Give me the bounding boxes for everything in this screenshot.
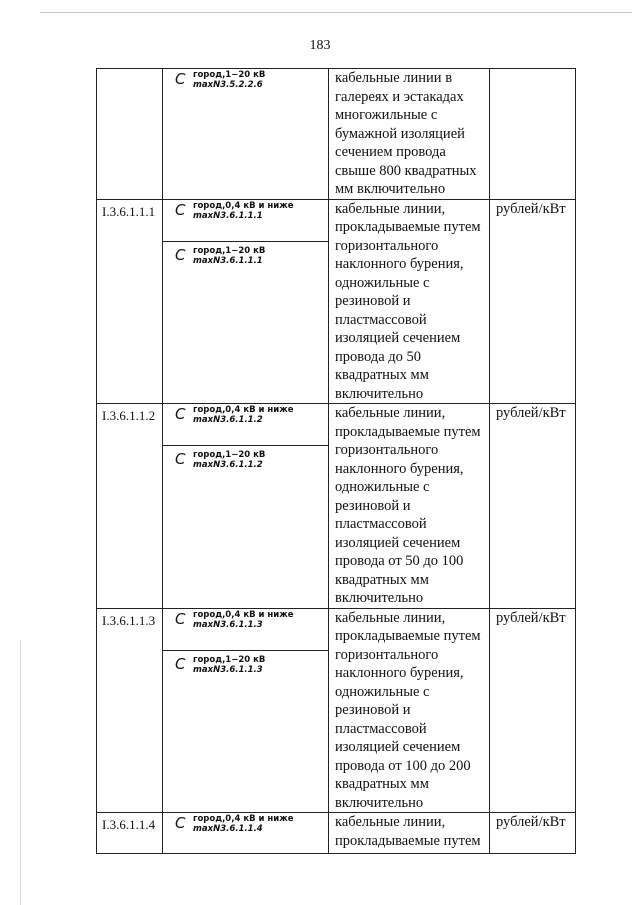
unit-cell (490, 199, 576, 404)
description-cell (329, 608, 490, 813)
formula-symbol: C (175, 245, 186, 264)
formula-symbol: C (175, 654, 186, 673)
row-code: I.3.6.1.1.1 (102, 203, 156, 219)
code-cell (97, 69, 163, 200)
table-row (97, 404, 576, 609)
row-description: кабельные линии, прокладываемые путем (335, 814, 481, 849)
page-edge-line (20, 640, 21, 905)
formula-superscript: город,0,4 кВ и ниже (193, 814, 294, 824)
row-unit: рублей/кВт (496, 200, 566, 217)
formula-symbol: C (175, 450, 186, 468)
formula-superscript: город,1−20 кВ (193, 654, 266, 665)
description-cell (329, 199, 490, 404)
row-unit: рублей/кВт (496, 609, 566, 626)
formula-subscript: maxN3.6.1.1.2 (193, 415, 263, 425)
unit-cell (490, 404, 576, 609)
formula (163, 69, 328, 90)
formula-symbol: C (175, 814, 186, 832)
row-unit: рублей/кВт (496, 405, 566, 421)
formula-symbol: C (175, 405, 186, 423)
table-row (97, 199, 576, 404)
code-cell (97, 404, 163, 609)
formula-subscript: maxN3.6.1.1.1 (193, 210, 263, 221)
formula-superscript: город,1−20 кВ (193, 70, 266, 80)
formula-subscript: maxN3.6.1.1.3 (193, 619, 263, 630)
code-cell (97, 813, 163, 854)
formula-cell (163, 813, 329, 854)
formula-symbol: C (175, 609, 186, 628)
formula-superscript: город,0,4 кВ и ниже (193, 200, 294, 211)
formula-subscript: maxN3.6.1.1.2 (193, 460, 263, 470)
description-cell (329, 813, 490, 854)
unit-cell (490, 608, 576, 813)
row-unit: рублей/кВт (496, 814, 566, 830)
unit-cell (490, 69, 576, 200)
formula (163, 813, 328, 834)
formula-subscript: maxN3.5.2.2.6 (193, 80, 263, 90)
formula-cell (163, 69, 329, 200)
code-cell (97, 608, 163, 813)
formula (163, 446, 328, 470)
description-cell (329, 69, 490, 200)
formula-cell (163, 199, 329, 404)
formula-cell (163, 404, 329, 609)
formula-superscript: город,0,4 кВ и ниже (193, 405, 294, 415)
formula (163, 651, 328, 675)
description-cell (329, 404, 490, 609)
formula-symbol: C (175, 200, 186, 219)
formula-symbol: C (175, 70, 186, 88)
formula-cell (163, 608, 329, 813)
table-row (97, 813, 576, 854)
formula-superscript: город,1−20 кВ (193, 450, 266, 460)
row-code: I.3.6.1.1.3 (102, 612, 156, 628)
table-row (97, 69, 576, 200)
row-code: I.3.6.1.1.2 (102, 408, 156, 423)
formula-superscript: город,0,4 кВ и ниже (193, 609, 294, 620)
row-description: кабельные линии, прокладываемые путем горизонтального наклонного бурения, одножильные с резиновой и пластмассовой изоляцией сечением провода до 50 квадратных мм включительно (335, 200, 481, 402)
formula (163, 200, 328, 242)
formula (163, 404, 328, 446)
row-unit (490, 69, 575, 70)
unit-cell (490, 813, 576, 854)
row-code: I.3.6.1.1.4 (102, 817, 156, 832)
tariff-table (96, 68, 576, 854)
formula-subscript: maxN3.6.1.1.3 (193, 664, 263, 675)
top-rule (40, 12, 632, 13)
table-row (97, 608, 576, 813)
formula-subscript: maxN3.6.1.1.4 (193, 824, 263, 834)
row-description: кабельные линии в галереях и эстакадах многожильные с бумажной изоляцией сечением провода свыше 800 квадратных мм включительно (335, 70, 477, 197)
formula (163, 609, 328, 651)
code-cell (97, 199, 163, 404)
formula (163, 242, 328, 266)
formula-subscript: maxN3.6.1.1.1 (193, 255, 263, 266)
row-code (97, 69, 162, 73)
row-description: кабельные линии, прокладываемые путем горизонтального наклонного бурения, одножильные с резиновой и пластмассовой изоляцией сечением провода от 50 до 100 квадратных мм включительно (335, 405, 481, 606)
page-number: 183 (309, 38, 331, 53)
row-description: кабельные линии, прокладываемые путем горизонтального наклонного бурения, одножильные с резиновой и пластмассовой изоляцией сечением провода от 100 до 200 квадратных мм включительно (335, 609, 481, 811)
formula-superscript: город,1−20 кВ (193, 245, 266, 256)
